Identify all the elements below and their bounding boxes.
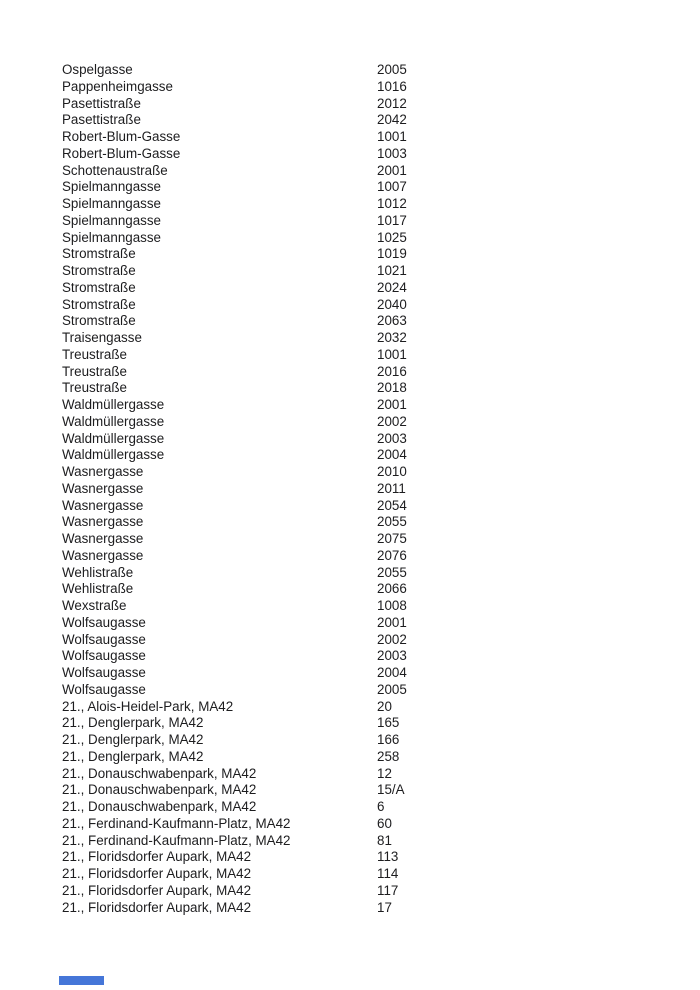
street-name: Wasnergasse — [62, 464, 144, 479]
street-name: Wolfsaugasse — [62, 665, 146, 680]
list-item — [62, 782, 670, 799]
street-name: 21., Alois-Heidel-Park, MA42 — [62, 698, 234, 714]
street-name: Spielmanngasse — [62, 196, 162, 211]
street-number: 2032 — [377, 330, 407, 345]
street-name: Treustraße — [62, 380, 127, 396]
street-name: Wasnergasse — [62, 480, 144, 496]
street-number: 1025 — [377, 229, 407, 245]
list-item — [62, 548, 670, 565]
street-name: 21., Floridsdorfer Aupark, MA42 — [62, 882, 252, 898]
list-item — [62, 682, 670, 699]
street-name: Ospelgasse — [62, 62, 133, 77]
street-number: 2011 — [377, 480, 406, 496]
street-number: 60 — [377, 815, 392, 831]
street-name: Pappenheimgasse — [62, 78, 173, 94]
list-item — [62, 498, 670, 515]
street-number: 2055 — [377, 514, 407, 530]
list-item — [62, 699, 670, 716]
street-name: 21., Donauschwabenpark, MA42 — [62, 782, 257, 798]
street-name: Wolfsaugasse — [62, 614, 146, 630]
list-item — [62, 565, 670, 582]
footer-blue-bar — [59, 976, 104, 985]
street-name: 21., Donauschwabenpark, MA42 — [62, 799, 257, 814]
street-name: Wasnergasse — [62, 531, 144, 546]
street-number: 1003 — [377, 145, 407, 161]
list-item — [62, 766, 670, 783]
street-number: 2063 — [377, 313, 407, 329]
street-name: 21., Ferdinand-Kaufmann-Platz, MA42 — [62, 815, 291, 831]
street-name: Wasnergasse — [62, 514, 144, 530]
street-number: 2055 — [377, 564, 407, 580]
street-number: 1021 — [377, 263, 407, 278]
street-number: 2001 — [377, 397, 407, 412]
street-number: 2003 — [377, 430, 407, 446]
street-number: 81 — [377, 832, 392, 848]
street-number: 1001 — [377, 346, 407, 362]
street-number: 2018 — [377, 380, 407, 396]
street-number: 114 — [377, 866, 399, 881]
street-number: 2004 — [377, 665, 407, 680]
street-name: 21., Ferdinand-Kaufmann-Platz, MA42 — [62, 832, 291, 848]
street-name: Wasnergasse — [62, 547, 144, 563]
street-number: 113 — [377, 849, 399, 865]
street-name: 21., Denglerpark, MA42 — [62, 732, 204, 747]
street-name: Robert-Blum-Gasse — [62, 145, 181, 161]
list-item — [62, 364, 670, 381]
street-name: Pasettistraße — [62, 95, 141, 111]
list-item — [62, 313, 670, 330]
list-item — [62, 883, 670, 900]
street-number: 2002 — [377, 631, 407, 647]
street-number: 2004 — [377, 447, 407, 463]
street-name: Stromstraße — [62, 246, 136, 262]
street-number: 117 — [377, 882, 399, 898]
list-item — [62, 230, 670, 247]
list-item — [62, 615, 670, 632]
street-name: Wolfsaugasse — [62, 631, 146, 647]
street-number: 2024 — [377, 279, 407, 295]
street-number: 166 — [377, 732, 400, 747]
street-number: 2042 — [377, 112, 407, 128]
street-name: Wolfsaugasse — [62, 681, 146, 697]
list-item — [62, 632, 670, 649]
street-name: Stromstraße — [62, 279, 136, 295]
list-item — [62, 79, 670, 96]
street-number: 2076 — [377, 547, 407, 563]
list-item — [62, 900, 670, 917]
list-item — [62, 799, 670, 816]
street-number: 17 — [377, 899, 392, 915]
street-name: Spielmanngasse — [62, 212, 162, 228]
street-number-list — [62, 62, 670, 916]
street-name: Schottenaustraße — [62, 162, 168, 178]
list-item — [62, 112, 670, 129]
street-number: 2001 — [377, 614, 407, 630]
list-item — [62, 196, 670, 213]
street-number: 1019 — [377, 246, 407, 262]
list-item — [62, 297, 670, 314]
list-item — [62, 581, 670, 598]
street-name: 21., Floridsdorfer Aupark, MA42 — [62, 899, 252, 915]
street-number: 2016 — [377, 363, 407, 379]
street-number: 1012 — [377, 196, 407, 211]
street-number: 2012 — [377, 95, 407, 111]
list-item — [62, 146, 670, 163]
street-number: 2005 — [377, 681, 407, 697]
street-name: 21., Denglerpark, MA42 — [62, 748, 204, 764]
street-number: 258 — [377, 748, 400, 764]
street-name: 21., Floridsdorfer Aupark, MA42 — [62, 866, 252, 881]
list-item — [62, 179, 670, 196]
street-name: Stromstraße — [62, 313, 136, 329]
list-item — [62, 397, 670, 414]
list-item — [62, 833, 670, 850]
street-name: Spielmanngasse — [62, 229, 162, 245]
list-item — [62, 464, 670, 481]
list-item — [62, 481, 670, 498]
list-item — [62, 665, 670, 682]
list-item — [62, 816, 670, 833]
street-number: 165 — [377, 715, 400, 731]
street-name: Robert-Blum-Gasse — [62, 129, 181, 144]
street-name: Wasnergasse — [62, 497, 144, 513]
street-number: 2040 — [377, 296, 407, 312]
list-item — [62, 213, 670, 230]
street-name: Spielmanngasse — [62, 179, 162, 195]
street-number: 2002 — [377, 413, 407, 429]
list-item — [62, 749, 670, 766]
street-name: Wolfsaugasse — [62, 648, 146, 664]
list-item — [62, 347, 670, 364]
street-name: Stromstraße — [62, 296, 136, 312]
street-name: Treustraße — [62, 363, 127, 379]
street-number: 2010 — [377, 464, 407, 479]
street-name: Waldmüllergasse — [62, 447, 165, 463]
street-number: 1017 — [377, 212, 407, 228]
street-number: 1007 — [377, 179, 407, 195]
street-number: 2054 — [377, 497, 407, 513]
list-item — [62, 732, 670, 749]
street-name: Waldmüllergasse — [62, 397, 165, 412]
street-name: 21., Floridsdorfer Aupark, MA42 — [62, 849, 252, 865]
list-item — [62, 598, 670, 615]
street-name: Waldmüllergasse — [62, 430, 165, 446]
list-item — [62, 431, 670, 448]
street-number: 1016 — [377, 78, 407, 94]
street-name: Wehlistraße — [62, 581, 134, 597]
list-item — [62, 246, 670, 263]
street-name: 21., Denglerpark, MA42 — [62, 715, 204, 731]
list-item — [62, 163, 670, 180]
street-name: 21., Donauschwabenpark, MA42 — [62, 765, 257, 781]
street-number: 12 — [377, 765, 392, 781]
street-number: 1008 — [377, 598, 407, 613]
list-item — [62, 849, 670, 866]
list-item — [62, 514, 670, 531]
street-name: Wehlistraße — [62, 564, 134, 580]
street-number: 2001 — [377, 162, 407, 178]
street-name: Waldmüllergasse — [62, 413, 165, 429]
street-name: Traisengasse — [62, 330, 142, 345]
street-name: Treustraße — [62, 346, 127, 362]
list-item — [62, 414, 670, 431]
list-item — [62, 330, 670, 347]
list-item — [62, 531, 670, 548]
street-name: Stromstraße — [62, 263, 136, 278]
list-item — [62, 648, 670, 665]
street-number: 1001 — [377, 129, 407, 144]
street-name: Pasettistraße — [62, 112, 141, 128]
list-item — [62, 129, 670, 146]
street-number: 2003 — [377, 648, 407, 664]
list-item — [62, 62, 670, 79]
list-item — [62, 380, 670, 397]
street-number: 2066 — [377, 581, 407, 597]
street-number: 20 — [377, 698, 392, 714]
list-item — [62, 96, 670, 113]
list-item — [62, 715, 670, 732]
street-number: 6 — [377, 799, 385, 814]
street-number: 15/A — [377, 782, 405, 798]
list-item — [62, 280, 670, 297]
street-number: 2075 — [377, 531, 407, 546]
list-item — [62, 447, 670, 464]
street-name: Wexstraße — [62, 598, 127, 613]
list-item — [62, 263, 670, 280]
list-item — [62, 866, 670, 883]
street-number: 2005 — [377, 62, 407, 77]
